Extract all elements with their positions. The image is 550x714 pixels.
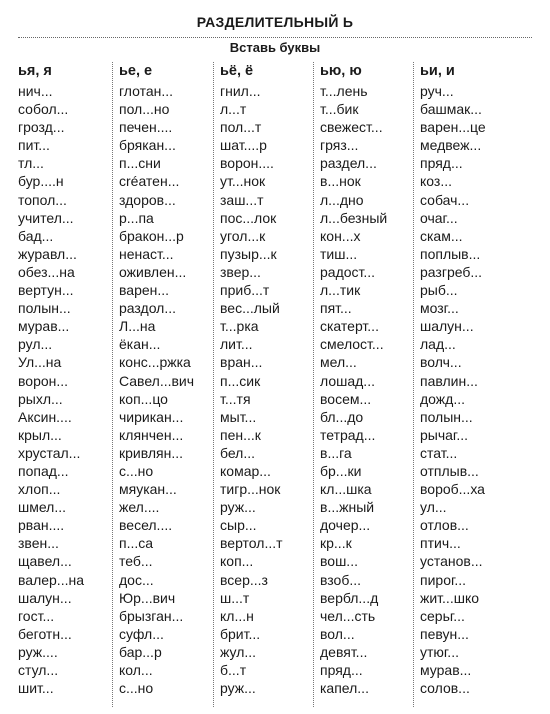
word-item: вол...: [320, 625, 355, 642]
word-item: свежест...: [320, 119, 383, 136]
word-item: ворон...: [18, 372, 69, 389]
word-item: ёкан...: [119, 336, 161, 353]
column-yu: [320, 62, 412, 697]
word-item: т...бик: [320, 101, 359, 118]
word-item: брякан...: [119, 137, 176, 154]
word-item: рыб...: [420, 282, 458, 299]
word-item: капел...: [320, 680, 369, 697]
word-item: пол...т: [220, 119, 262, 136]
word-item: бел...: [220, 444, 256, 461]
word-item: радост...: [320, 263, 376, 280]
word-item: с...но: [119, 462, 154, 479]
word-item: беготн...: [18, 625, 72, 642]
word-item: комар...: [220, 462, 271, 479]
word-item: хлоп...: [18, 481, 61, 498]
page-title: РАЗДЕЛИТЕЛЬНЫЙ Ь: [196, 14, 354, 30]
word-item: брит...: [220, 625, 261, 642]
word-item: в...жный: [320, 499, 375, 516]
word-item: нич...: [18, 83, 53, 99]
word-item: девят...: [320, 643, 368, 660]
word-item: теб...: [119, 553, 153, 570]
word-item: угол...к: [220, 227, 266, 244]
word-item: жул...: [220, 643, 257, 660]
word-item: серьг...: [420, 607, 465, 624]
word-item: кл...шка: [320, 481, 372, 498]
column-divider: [213, 62, 214, 707]
word-item: вертол...т: [220, 535, 283, 552]
word-item: л...безный: [320, 209, 388, 226]
word-item: пряд...: [420, 155, 463, 172]
word-item: взоб...: [320, 571, 362, 588]
word-item: шит...: [18, 680, 54, 697]
word-item: шмел...: [18, 499, 67, 516]
word-item: раздел...: [320, 155, 377, 172]
word-item: скам...: [420, 227, 463, 244]
word-item: вош...: [320, 553, 358, 570]
word-item: чел...сть: [320, 607, 376, 624]
word-item: башмак...: [420, 101, 482, 118]
word-item: б...т: [220, 662, 247, 678]
word-item: гряз...: [320, 137, 359, 154]
word-item: печен....: [119, 119, 173, 136]
word-item: мел...: [320, 354, 357, 371]
word-item: конс...ржка: [119, 354, 191, 371]
word-item: тетрад...: [320, 426, 376, 443]
word-item: отлов...: [420, 517, 469, 534]
word-item: рван....: [18, 517, 65, 534]
word-item: ш...т: [220, 589, 250, 606]
word-item: шалун...: [420, 318, 474, 335]
word-item: сыр...: [220, 517, 257, 534]
word-item: волч...: [420, 354, 462, 371]
word-item: пряд...: [320, 662, 363, 678]
word-list: [18, 82, 110, 697]
word-item: л...тик: [320, 282, 361, 299]
word-item: пят...: [320, 300, 352, 317]
word-item: павлин...: [420, 372, 478, 389]
word-item: Аксин....: [18, 408, 72, 425]
word-item: мяукан...: [119, 481, 177, 498]
word-item: полын...: [18, 300, 71, 317]
word-item: шалун...: [18, 589, 72, 606]
word-item: руж....: [18, 643, 58, 660]
word-item: р...па: [119, 209, 154, 226]
title-divider: [18, 37, 532, 38]
column-header: ьи, и: [420, 63, 455, 79]
word-item: Савел...вич: [119, 372, 195, 389]
word-item: поплыв...: [420, 245, 481, 262]
word-item: Л...на: [119, 318, 156, 335]
word-item: восем...: [320, 390, 372, 407]
word-item: шат....р: [220, 137, 267, 154]
word-item: ут...нок: [220, 173, 266, 190]
word-item: жел....: [119, 499, 160, 516]
word-item: т...тя: [220, 390, 251, 407]
word-item: п...са: [119, 535, 154, 552]
column-divider: [413, 62, 414, 707]
word-list: [420, 82, 530, 697]
word-item: чирикан...: [119, 408, 184, 425]
column-ya: [18, 62, 110, 697]
word-item: мозг...: [420, 300, 459, 317]
word-item: попад...: [18, 462, 69, 479]
word-item: т...лень: [320, 83, 368, 99]
word-item: Ул...на: [18, 354, 62, 371]
word-item: Юр...вич: [119, 589, 176, 606]
word-item: весел....: [119, 517, 173, 534]
word-item: варен...: [119, 282, 170, 299]
word-item: бур....н: [18, 173, 64, 190]
column-yi: [420, 62, 530, 697]
column-header: ье, е: [119, 63, 153, 79]
column-ye: [119, 62, 211, 697]
word-item: тигр...нок: [220, 481, 281, 498]
word-item: рычаг...: [420, 426, 468, 443]
word-item: клянчен...: [119, 426, 184, 443]
word-item: вербл...д: [320, 589, 379, 606]
word-item: утюг...: [420, 643, 459, 660]
word-item: пирог...: [420, 571, 467, 588]
word-item: коп...: [220, 553, 254, 570]
word-item: ненаст...: [119, 245, 174, 262]
word-item: лошад...: [320, 372, 375, 389]
word-item: собол...: [18, 101, 69, 118]
word-item: глотан...: [119, 83, 174, 99]
word-item: звер...: [220, 263, 261, 280]
word-item: стат...: [420, 444, 458, 461]
word-item: руч...: [420, 83, 454, 99]
word-item: кон...х: [320, 227, 361, 244]
word-item: заш...т: [220, 191, 264, 208]
word-item: рыхл...: [18, 390, 63, 407]
word-item: вран...: [220, 354, 263, 371]
word-item: в...га: [320, 444, 352, 461]
word-item: крыл...: [18, 426, 62, 443]
word-item: приб...т: [220, 282, 270, 299]
word-item: медвеж...: [420, 137, 482, 154]
word-item: лад...: [420, 336, 456, 353]
word-item: солов...: [420, 680, 470, 697]
word-item: пен...к: [220, 426, 261, 443]
word-item: варен...це: [420, 119, 486, 136]
word-item: хрустал...: [18, 444, 81, 461]
word-item: вертун...: [18, 282, 74, 299]
word-item: смелост...: [320, 336, 384, 353]
word-item: установ...: [420, 553, 483, 570]
word-item: всер...з: [220, 571, 268, 588]
word-item: дожд...: [420, 390, 466, 407]
word-item: учител...: [18, 209, 74, 226]
word-list: [119, 82, 211, 697]
word-item: звен...: [18, 535, 59, 552]
word-item: жит...шко: [420, 589, 480, 606]
column-yo: [220, 62, 312, 697]
word-item: суфл...: [119, 625, 164, 642]
word-item: п...сни: [119, 155, 161, 172]
word-item: мурав...: [18, 318, 70, 335]
word-item: коп...цо: [119, 390, 168, 407]
word-item: лит...: [220, 336, 253, 353]
word-item: с...но: [119, 680, 154, 697]
word-item: стул...: [18, 662, 59, 678]
word-item: л...т: [220, 101, 247, 118]
word-item: т...рка: [220, 318, 259, 335]
word-item: бад...: [18, 227, 54, 244]
word-list: [320, 82, 412, 697]
word-item: здоров...: [119, 191, 176, 208]
word-list: [220, 82, 312, 697]
page-subtitle: Вставь буквы: [229, 40, 321, 55]
word-item: очаг...: [420, 209, 458, 226]
word-item: раздол...: [119, 300, 177, 317]
word-item: ворон....: [220, 155, 274, 172]
word-item: топол...: [18, 191, 67, 208]
word-item: дос...: [119, 571, 154, 588]
word-item: валер...на: [18, 571, 84, 588]
word-item: разгреб...: [420, 263, 483, 280]
word-item: кол...: [119, 662, 153, 678]
word-item: л...дно: [320, 191, 364, 208]
word-item: певун...: [420, 625, 469, 642]
word-item: вес...лый: [220, 300, 280, 317]
word-item: полын...: [420, 408, 473, 425]
word-item: пол...но: [119, 101, 170, 118]
column-divider: [313, 62, 314, 707]
word-item: щавел...: [18, 553, 72, 570]
word-item: мурав...: [420, 662, 472, 678]
word-item: пузыр...к: [220, 245, 277, 262]
word-item: брызган...: [119, 607, 184, 624]
word-item: в...нок: [320, 173, 361, 190]
column-header: ьё, ё: [220, 63, 254, 79]
word-item: собач...: [420, 191, 470, 208]
word-item: мыт...: [220, 408, 257, 425]
word-item: кл...н: [220, 607, 254, 624]
word-item: гнил...: [220, 83, 261, 99]
word-item: дочер...: [320, 517, 371, 534]
word-item: кривлян...: [119, 444, 183, 461]
word-item: рул...: [18, 336, 53, 353]
column-header: ья, я: [18, 63, 52, 79]
word-item: бар...р: [119, 643, 162, 660]
word-item: руж...: [220, 680, 256, 697]
word-item: отплыв...: [420, 462, 479, 479]
word-item: бр...ки: [320, 462, 362, 479]
word-item: обез...на: [18, 263, 75, 280]
word-item: тиш...: [320, 245, 358, 262]
word-item: кр...к: [320, 535, 352, 552]
word-item: скатерт...: [320, 318, 379, 335]
word-item: créатен...: [119, 173, 180, 190]
column-divider: [112, 62, 113, 707]
word-item: бракон...р: [119, 227, 184, 244]
word-item: п...сик: [220, 372, 261, 389]
word-item: бл...до: [320, 408, 364, 425]
word-item: гост...: [18, 607, 55, 624]
word-item: вороб...ха: [420, 481, 485, 498]
word-item: птич...: [420, 535, 461, 552]
word-item: ул...: [420, 499, 447, 516]
word-item: грозд...: [18, 119, 65, 136]
word-item: оживлен...: [119, 263, 187, 280]
word-item: пит...: [18, 137, 50, 154]
word-item: руж...: [220, 499, 256, 516]
column-header: ью, ю: [320, 63, 362, 79]
word-item: коз...: [420, 173, 452, 190]
word-item: пос...лок: [220, 209, 277, 226]
word-item: тл...: [18, 155, 44, 172]
word-item: журавл...: [18, 245, 77, 262]
